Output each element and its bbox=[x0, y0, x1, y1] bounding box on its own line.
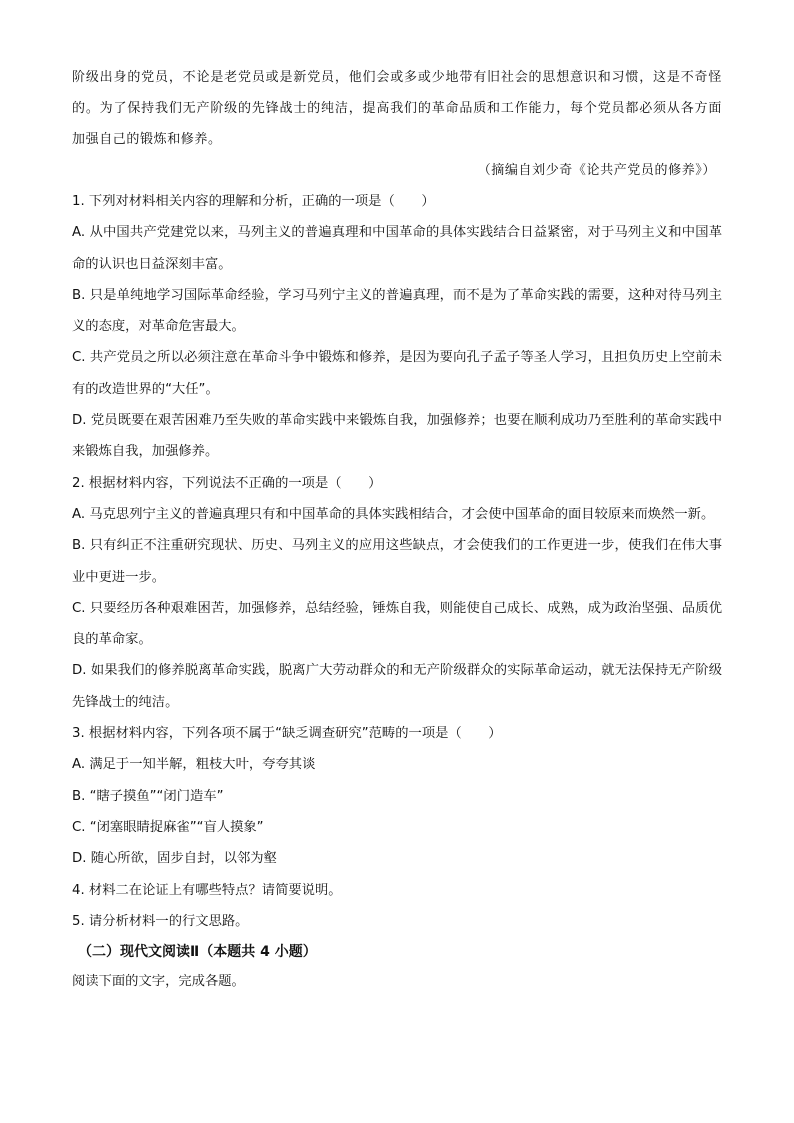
passage-text: 阶级出身的党员，不论是老党员或是新党员，他们会或多或少地带有旧社会的思想意识和习惯，这是不奇怪的。为了保持我们无产阶级的先锋战士的纯洁，提高我们的革命品质和工作能力，每个党员都必须从各方面加强自己的锻炼和修养。 bbox=[72, 70, 722, 147]
question-stem: 2. 根据材料内容，下列说法不正确的一项是（ ） bbox=[72, 475, 382, 491]
question-stem: 4. 材料二在论证上有哪些特点？请简要说明。 bbox=[72, 882, 342, 898]
option-a: A. 马克思列宁主义的普遍真理只有和中国革命的具体实践相结合，才会使中国革命的面目较原来而焕然一新。 bbox=[72, 506, 715, 522]
question-stem: 5. 请分析材料一的行文思路。 bbox=[72, 913, 249, 929]
option-d: D. 如果我们的修养脱离革命实践，脱离广大劳动群众的和无产阶级群众的实际革命运动，就无法保持无产阶级先锋战士的纯洁。 bbox=[72, 663, 722, 710]
option-d: D. 随心所欲，固步自封，以邻为壑 bbox=[72, 851, 277, 867]
option-c: C. 只要经历各种艰难困苦，加强修养，总结经验，锤炼自我，则能使自己成长、成熟，成为政治坚强、品质优良的革命家。 bbox=[72, 600, 722, 648]
section-instruction: 阅读下面的文字，完成各题。 bbox=[72, 974, 245, 990]
passage-source: （摘编自刘少奇《论共产党员的修养》） bbox=[477, 163, 716, 178]
option-a: A. 从中国共产党建党以来，马列主义的普遍真理和中国革命的具体实践结合日益紧密，对于马列主义和中国革命的认识也日益深刻丰富。 bbox=[72, 225, 722, 272]
section-heading: （二）现代文阅读Ⅱ（本题共 4 小题） bbox=[78, 944, 317, 961]
option-c: C. 共产党员之所以必须注意在革命斗争中锻炼和修养，是因为要向孔子孟子等圣人学习，且担负历史上空前未有的改造世界的“大任”。 bbox=[72, 350, 722, 397]
option-b: B. “瞎子摸鱼”“闭门造车” bbox=[72, 788, 224, 804]
question-3 bbox=[72, 718, 722, 874]
question-stem: 1. 下列对材料相关内容的理解和分析，正确的一项是（ ） bbox=[72, 194, 435, 209]
option-c: C. “闭塞眼睛捉麻雀”“盲人摸象” bbox=[72, 819, 264, 835]
question-stem: 3. 根据材料内容，下列各项不属于“缺乏调查研究”范畴的一项是（ ） bbox=[72, 726, 502, 742]
question-5 bbox=[72, 906, 722, 937]
option-d: D. 党员既要在艰苦困难乃至失败的革命实践中来锻炼自我，加强修养；也要在顺利成功乃至胜利的革命实践中来锻炼自我，加强修养。 bbox=[72, 413, 722, 460]
passage-paragraph bbox=[72, 62, 722, 155]
option-b: B. 只是单纯地学习国际革命经验，学习马列宁主义的普遍真理，而不是为了革命实践的需要，这种对待马列主义的态度，对革命危害最大。 bbox=[72, 287, 722, 335]
page-content bbox=[72, 62, 722, 997]
option-a: A. 满足于一知半解，粗枝大叶，夸夸其谈 bbox=[72, 757, 316, 773]
question-4 bbox=[72, 875, 722, 906]
question-1 bbox=[72, 186, 722, 468]
question-2 bbox=[72, 468, 722, 718]
option-b: B. 只有纠正不注重研究现状、历史、马列主义的应用这些缺点，才会使我们的工作更进一步，使我们在伟大事业中更进一步。 bbox=[72, 538, 722, 585]
